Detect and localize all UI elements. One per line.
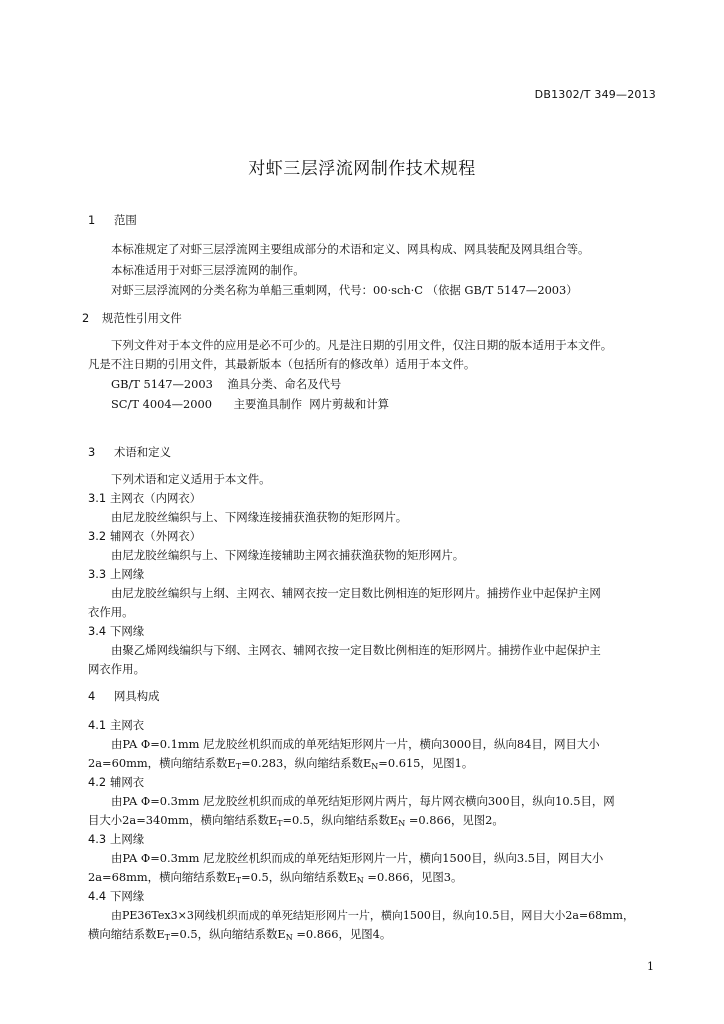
- subsection-number: 4.4: [88, 889, 107, 903]
- subscript: T: [277, 819, 283, 828]
- subsection-title: 辅网衣: [110, 775, 145, 789]
- subscript: N: [356, 876, 364, 885]
- text-segment: 横向缩结系数E: [88, 927, 165, 941]
- subscript: N: [398, 819, 406, 828]
- text-segment: =0.866，见图4。: [292, 927, 392, 941]
- paragraph: 由PA Φ=0.1mm 尼龙胶丝机织而成的单死结矩形网片一片，横向3000目，纵向84目，网目大小: [111, 737, 600, 751]
- subscript: T: [235, 762, 242, 771]
- term-number: 3.1: [88, 491, 107, 505]
- section-title: 网具构成: [114, 689, 160, 703]
- reference-item: SC/T 4004—2000 主要渔具制作 网片剪裁和计算: [111, 397, 389, 411]
- subsection-heading: [88, 774, 144, 790]
- paragraph: 本标准规定了对虾三层浮流网主要组成部分的术语和定义、网具构成、网具装配及网具组合等。: [111, 242, 590, 256]
- paragraph: 由PE36Tex3×3网线机织而成的单死结矩形网片一片，横向1500目，纵向10.5目，网目大小2a=68mm，: [111, 909, 634, 922]
- subscript: N: [371, 762, 379, 771]
- paragraph: 由PA Φ=0.3mm 尼龙胶丝机织而成的单死结矩形网片两片，每片网衣横向300目，纵向10.5目，网: [111, 794, 615, 808]
- text-segment: =0.615，见图1。: [378, 756, 474, 770]
- subsection-title: 主网衣: [110, 718, 145, 732]
- text-segment: =0.866，见图2。: [405, 813, 504, 827]
- subscript: T: [235, 876, 242, 885]
- section-3-heading: [88, 444, 171, 460]
- section-number: 4: [88, 689, 96, 703]
- paragraph: 凡是不注日期的引用文件，其最新版本（包括所有的修改单）适用于本文件。: [88, 357, 476, 371]
- subsection-number: 4.1: [88, 718, 107, 732]
- term-heading: [88, 566, 144, 582]
- document-title: 对虾三层浮流网制作技术规程: [248, 159, 476, 179]
- text-segment: =0.283，纵向缩结系数E: [241, 756, 372, 770]
- subscript: N: [285, 933, 293, 942]
- term-heading: [88, 623, 144, 639]
- section-number: 2: [82, 311, 90, 325]
- term-number: 3.4: [88, 624, 107, 638]
- text-segment: 2a=68mm，横向缩结系数E: [88, 870, 236, 884]
- term-number: 3.2: [88, 529, 107, 543]
- section-number: 1: [88, 213, 96, 227]
- term-title: 主网衣（内网衣）: [110, 491, 202, 505]
- term-definition-continued: 衣作用。: [88, 605, 134, 619]
- text-segment: =0.5，纵向缩结系数E: [241, 870, 357, 884]
- subsection-heading: [88, 888, 144, 904]
- standard-number: DB1302/T 349—2013: [534, 88, 656, 101]
- term-definition: 由尼龙胶丝编织与上纲、主网衣、辅网衣按一定目数比例相连的矩形网片。捕捞作业中起保护主网: [111, 586, 601, 600]
- reference-item: GB/T 5147—2003 渔具分类、命名及代号: [111, 377, 342, 391]
- section-title: 术语和定义: [114, 445, 171, 459]
- term-definition: 由尼龙胶丝编织与上、下网缘连接捕获渔获物的矩形网片。: [111, 510, 408, 524]
- section-number: 3: [88, 445, 96, 459]
- section-4-heading: [88, 688, 160, 704]
- paragraph-continued: [88, 869, 462, 885]
- term-title: 上网缘: [110, 567, 145, 581]
- term-heading: [88, 528, 201, 544]
- page-number: 1: [647, 960, 654, 973]
- subsection-heading: [88, 717, 144, 733]
- paragraph: 下列文件对于本文件的应用是必不可少的。凡是注日期的引用文件，仅注日期的版本适用于本文件。: [111, 338, 613, 352]
- subscript: T: [164, 933, 171, 942]
- subsection-title: 下网缘: [110, 889, 145, 903]
- text-segment: =0.5，纵向缩结系数E: [170, 927, 286, 941]
- section-1-heading: [88, 212, 137, 228]
- paragraph: 下列术语和定义适用于本文件。: [111, 472, 271, 486]
- text-segment: 目大小2a=340mm，横向缩结系数E: [88, 813, 278, 827]
- term-heading: [88, 490, 201, 506]
- paragraph: 由PA Φ=0.3mm 尼龙胶丝机织而成的单死结矩形网片一片，横向1500目，纵向3.5目，网目大小: [111, 851, 604, 865]
- term-title: 辅网衣（外网衣）: [110, 529, 202, 543]
- text-segment: =0.5，纵向缩结系数E: [282, 813, 399, 827]
- section-2-heading: [82, 310, 182, 326]
- paragraph: 对虾三层浮流网的分类名称为单船三重刺网，代号：00·sch·C （依据 GB/T 5147—2003）: [111, 283, 578, 297]
- term-definition-continued: 网衣作用。: [88, 662, 145, 676]
- subsection-number: 4.3: [88, 832, 107, 846]
- subsection-number: 4.2: [88, 775, 107, 789]
- term-definition: 由聚乙烯网线编织与下纲、主网衣、辅网衣按一定目数比例相连的矩形网片。捕捞作业中起保护主: [111, 643, 601, 657]
- section-title: 范围: [114, 213, 137, 227]
- term-number: 3.3: [88, 567, 107, 581]
- text-segment: 2a=60mm，横向缩结系数E: [88, 756, 236, 770]
- term-definition: 由尼龙胶丝编织与上、下网缘连接辅助主网衣捕获渔获物的矩形网片。: [111, 548, 465, 562]
- paragraph-continued: [88, 926, 391, 942]
- text-segment: =0.866，见图3。: [363, 870, 463, 884]
- paragraph: 本标准适用于对虾三层浮流网的制作。: [111, 263, 305, 277]
- subsection-heading: [88, 831, 144, 847]
- subsection-title: 上网缘: [110, 832, 145, 846]
- paragraph-continued: [88, 755, 473, 771]
- paragraph-continued: [88, 812, 504, 828]
- section-title: 规范性引用文件: [102, 311, 182, 325]
- term-title: 下网缘: [110, 624, 145, 638]
